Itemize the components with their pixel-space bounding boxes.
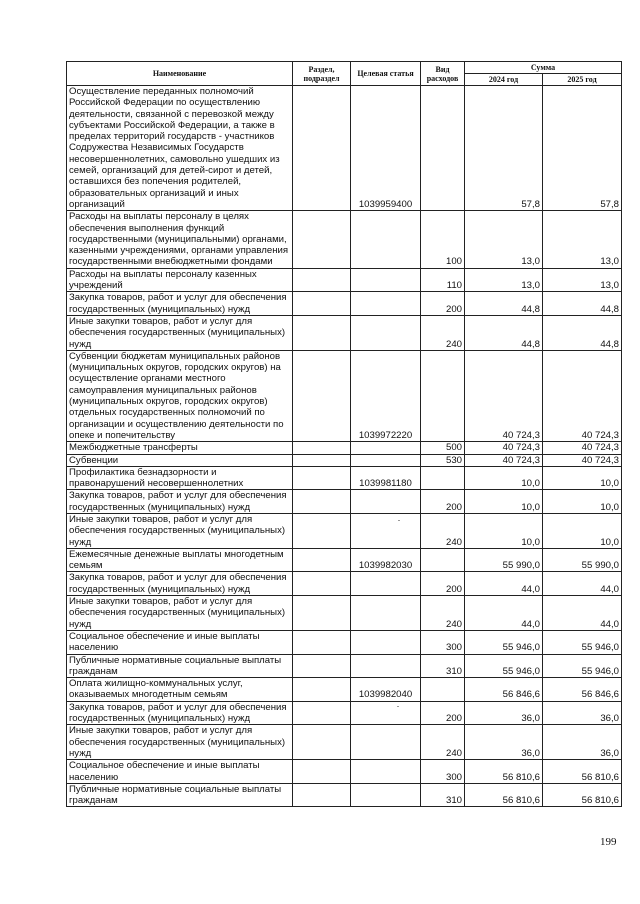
row-celevaya-cell — [351, 513, 421, 548]
table-row — [67, 630, 622, 654]
row-celevaya-cell: 1039959400 — [351, 86, 421, 211]
row-vid-cell — [421, 466, 465, 490]
table-row — [67, 442, 622, 454]
table-row — [67, 86, 622, 211]
row-razdel-cell — [293, 572, 351, 596]
row-razdel-cell — [293, 630, 351, 654]
table-row — [67, 466, 622, 490]
table-body — [67, 86, 622, 807]
row-vid-cell: 110 — [421, 268, 465, 292]
row-sum-2024-cell: 36,0 — [465, 725, 543, 760]
page-number: 199 — [600, 836, 617, 848]
row-celevaya-cell: 1039982030 — [351, 548, 421, 572]
row-sum-2024-cell: 13,0 — [465, 211, 543, 268]
header-year-2024: 2024 год — [465, 74, 543, 86]
row-sum-2025-cell: 13,0 — [543, 268, 622, 292]
table-header — [67, 62, 622, 86]
row-name-cell: Профилактика безнадзорности и правонарушений несовершеннолетних — [67, 466, 293, 490]
row-razdel-cell — [293, 490, 351, 514]
row-sum-2024-cell: 56 810,6 — [465, 783, 543, 807]
row-sum-2024-cell: 10,0 — [465, 490, 543, 514]
row-razdel-cell — [293, 725, 351, 760]
row-vid-cell: 240 — [421, 596, 465, 631]
table-row — [67, 783, 622, 807]
row-sum-2024-cell: 40 724,3 — [465, 442, 543, 454]
row-sum-2025-cell: 55 946,0 — [543, 630, 622, 654]
row-vid-cell: 200 — [421, 572, 465, 596]
row-razdel-cell — [293, 701, 351, 725]
row-name-cell: Оплата жилищно-коммунальных услуг, оказываемых многодетным семьям — [67, 678, 293, 702]
row-celevaya-cell — [351, 654, 421, 678]
row-vid-cell: 500 — [421, 442, 465, 454]
row-sum-2025-cell: 44,0 — [543, 572, 622, 596]
row-vid-cell: 200 — [421, 292, 465, 316]
row-sum-2024-cell: 13,0 — [465, 268, 543, 292]
row-razdel-cell — [293, 442, 351, 454]
row-vid-cell: 530 — [421, 454, 465, 466]
row-celevaya-cell — [351, 268, 421, 292]
table-row — [67, 513, 622, 548]
row-celevaya-cell — [351, 211, 421, 268]
row-sum-2025-cell: 13,0 — [543, 211, 622, 268]
row-name-cell: Осуществление переданных полномочий Российской Федерации по осуществлению деятельности, связанной с перевозкой между субъектами Российской Федерации, а также в пределах территорий государств - участников Содружества Независимых Государств несовершеннолетних, самовольно ушедших из семей, организаций для детей-сирот и детей, оставшихся без попечения родителей, образовательных организаций и иных организаций — [67, 86, 293, 211]
row-name-cell: Социальное обеспечение и иные выплаты населению — [67, 630, 293, 654]
row-razdel-cell — [293, 678, 351, 702]
row-vid-cell: 240 — [421, 315, 465, 350]
table-row — [67, 678, 622, 702]
row-sum-2024-cell: 40 724,3 — [465, 350, 543, 441]
row-celevaya-cell: 1039972220 — [351, 350, 421, 441]
row-name-cell: Ежемесячные денежные выплаты многодетным семьям — [67, 548, 293, 572]
table-row — [67, 701, 622, 725]
row-vid-cell: 100 — [421, 211, 465, 268]
row-sum-2024-cell: 44,8 — [465, 315, 543, 350]
row-vid-cell — [421, 86, 465, 211]
row-name-cell: Расходы на выплаты персоналу казенных учреждений — [67, 268, 293, 292]
budget-table — [66, 61, 622, 807]
row-celevaya-cell — [351, 760, 421, 784]
row-celevaya-cell — [351, 442, 421, 454]
table-row — [67, 548, 622, 572]
row-razdel-cell — [293, 783, 351, 807]
table-row — [67, 292, 622, 316]
table-row — [67, 211, 622, 268]
row-name-cell: Публичные нормативные социальные выплаты гражданам — [67, 654, 293, 678]
row-sum-2024-cell: 10,0 — [465, 513, 543, 548]
row-sum-2024-cell: 57,8 — [465, 86, 543, 211]
row-razdel-cell — [293, 654, 351, 678]
table-row — [67, 350, 622, 441]
row-celevaya-cell — [351, 292, 421, 316]
row-sum-2025-cell: 36,0 — [543, 725, 622, 760]
row-vid-cell — [421, 678, 465, 702]
row-sum-2024-cell: 36,0 — [465, 701, 543, 725]
row-sum-2024-cell: 10,0 — [465, 466, 543, 490]
row-sum-2025-cell: 40 724,3 — [543, 442, 622, 454]
row-razdel-cell — [293, 86, 351, 211]
row-razdel-cell — [293, 350, 351, 441]
row-sum-2025-cell: 56 810,6 — [543, 760, 622, 784]
row-celevaya-cell — [351, 725, 421, 760]
row-name-cell: Межбюджетные трансферты — [67, 442, 293, 454]
row-razdel-cell — [293, 596, 351, 631]
row-razdel-cell — [293, 548, 351, 572]
row-name-cell: Иные закупки товаров, работ и услуг для обеспечения государственных (муниципальных) нужд — [67, 315, 293, 350]
row-name-cell: Иные закупки товаров, работ и услуг для обеспечения государственных (муниципальных) нужд — [67, 725, 293, 760]
table-row — [67, 725, 622, 760]
row-celevaya-cell — [351, 701, 421, 725]
table-row — [67, 268, 622, 292]
row-vid-cell: 310 — [421, 654, 465, 678]
row-sum-2025-cell: 55 946,0 — [543, 654, 622, 678]
table-row — [67, 490, 622, 514]
row-sum-2025-cell: 44,8 — [543, 315, 622, 350]
row-name-cell: Публичные нормативные социальные выплаты гражданам — [67, 783, 293, 807]
row-sum-2024-cell: 40 724,3 — [465, 454, 543, 466]
row-sum-2024-cell: 44,0 — [465, 572, 543, 596]
row-name-cell: Расходы на выплаты персоналу в целях обеспечения выполнения функций государственными (муниципальными) органами, казенными учреждениями, органами управления государственными внебюджетными фондами — [67, 211, 293, 268]
row-name-cell: Закупка товаров, работ и услуг для обеспечения государственных (муниципальных) нужд — [67, 701, 293, 725]
row-celevaya-cell — [351, 596, 421, 631]
row-vid-cell: 240 — [421, 725, 465, 760]
row-sum-2024-cell: 55 990,0 — [465, 548, 543, 572]
row-sum-2025-cell: 57,8 — [543, 86, 622, 211]
row-sum-2025-cell: 10,0 — [543, 513, 622, 548]
row-vid-cell: 310 — [421, 783, 465, 807]
row-celevaya-cell — [351, 783, 421, 807]
row-name-cell: Социальное обеспечение и иные выплаты населению — [67, 760, 293, 784]
row-vid-cell: 200 — [421, 490, 465, 514]
row-razdel-cell — [293, 268, 351, 292]
row-sum-2024-cell: 55 946,0 — [465, 630, 543, 654]
row-celevaya-cell — [351, 490, 421, 514]
row-celevaya-cell: 1039982040 — [351, 678, 421, 702]
row-sum-2025-cell: 10,0 — [543, 490, 622, 514]
row-name-cell: Закупка товаров, работ и услуг для обеспечения государственных (муниципальных) нужд — [67, 292, 293, 316]
row-name-cell: Закупка товаров, работ и услуг для обеспечения государственных (муниципальных) нужд — [67, 572, 293, 596]
scan-speck — [397, 706, 399, 707]
row-sum-2025-cell: 55 990,0 — [543, 548, 622, 572]
row-name-cell: Субвенции — [67, 454, 293, 466]
row-sum-2024-cell: 44,0 — [465, 596, 543, 631]
table-row — [67, 572, 622, 596]
row-celevaya-cell — [351, 630, 421, 654]
row-sum-2025-cell: 56 846,6 — [543, 678, 622, 702]
row-sum-2024-cell: 44,8 — [465, 292, 543, 316]
row-razdel-cell — [293, 292, 351, 316]
row-celevaya-cell — [351, 572, 421, 596]
header-summa: Сумма — [465, 62, 622, 74]
header-year-2025: 2025 год — [543, 74, 622, 86]
row-razdel-cell — [293, 466, 351, 490]
header-name: Наименование — [67, 62, 293, 86]
row-razdel-cell — [293, 211, 351, 268]
row-sum-2024-cell: 55 946,0 — [465, 654, 543, 678]
row-razdel-cell — [293, 760, 351, 784]
row-vid-cell — [421, 350, 465, 441]
row-name-cell: Иные закупки товаров, работ и услуг для обеспечения государственных (муниципальных) нужд — [67, 596, 293, 631]
row-celevaya-cell — [351, 315, 421, 350]
row-sum-2025-cell: 40 724,3 — [543, 454, 622, 466]
row-vid-cell: 300 — [421, 630, 465, 654]
table-row — [67, 654, 622, 678]
row-name-cell: Закупка товаров, работ и услуг для обеспечения государственных (муниципальных) нужд — [67, 490, 293, 514]
row-sum-2024-cell: 56 846,6 — [465, 678, 543, 702]
table-row — [67, 454, 622, 466]
row-sum-2025-cell: 44,0 — [543, 596, 622, 631]
row-sum-2025-cell: 40 724,3 — [543, 350, 622, 441]
header-vid: Вид расходов — [421, 62, 465, 86]
row-sum-2025-cell: 10,0 — [543, 466, 622, 490]
row-name-cell: Иные закупки товаров, работ и услуг для обеспечения государственных (муниципальных) нужд — [67, 513, 293, 548]
row-razdel-cell — [293, 513, 351, 548]
table-row — [67, 315, 622, 350]
row-sum-2025-cell: 56 810,6 — [543, 783, 622, 807]
row-sum-2024-cell: 56 810,6 — [465, 760, 543, 784]
row-vid-cell: 300 — [421, 760, 465, 784]
row-celevaya-cell — [351, 454, 421, 466]
table-row — [67, 596, 622, 631]
row-sum-2025-cell: 36,0 — [543, 701, 622, 725]
table-row — [67, 760, 622, 784]
row-celevaya-cell: 1039981180 — [351, 466, 421, 490]
row-vid-cell: 240 — [421, 513, 465, 548]
scan-speck — [398, 520, 400, 521]
row-name-cell: Субвенции бюджетам муниципальных районов (муниципальных округов, городских округов) на осуществление органами местного самоуправления муниципальных районов (муниципальных округов, городских округов) отдельных государственных полномочий по организации и осуществлению деятельности по опеке и попечительству — [67, 350, 293, 441]
row-vid-cell: 200 — [421, 701, 465, 725]
row-razdel-cell — [293, 454, 351, 466]
row-vid-cell — [421, 548, 465, 572]
header-razdel: Раздел, подраздел — [293, 62, 351, 86]
header-celevaya: Целевая статья — [351, 62, 421, 86]
row-sum-2025-cell: 44,8 — [543, 292, 622, 316]
row-razdel-cell — [293, 315, 351, 350]
